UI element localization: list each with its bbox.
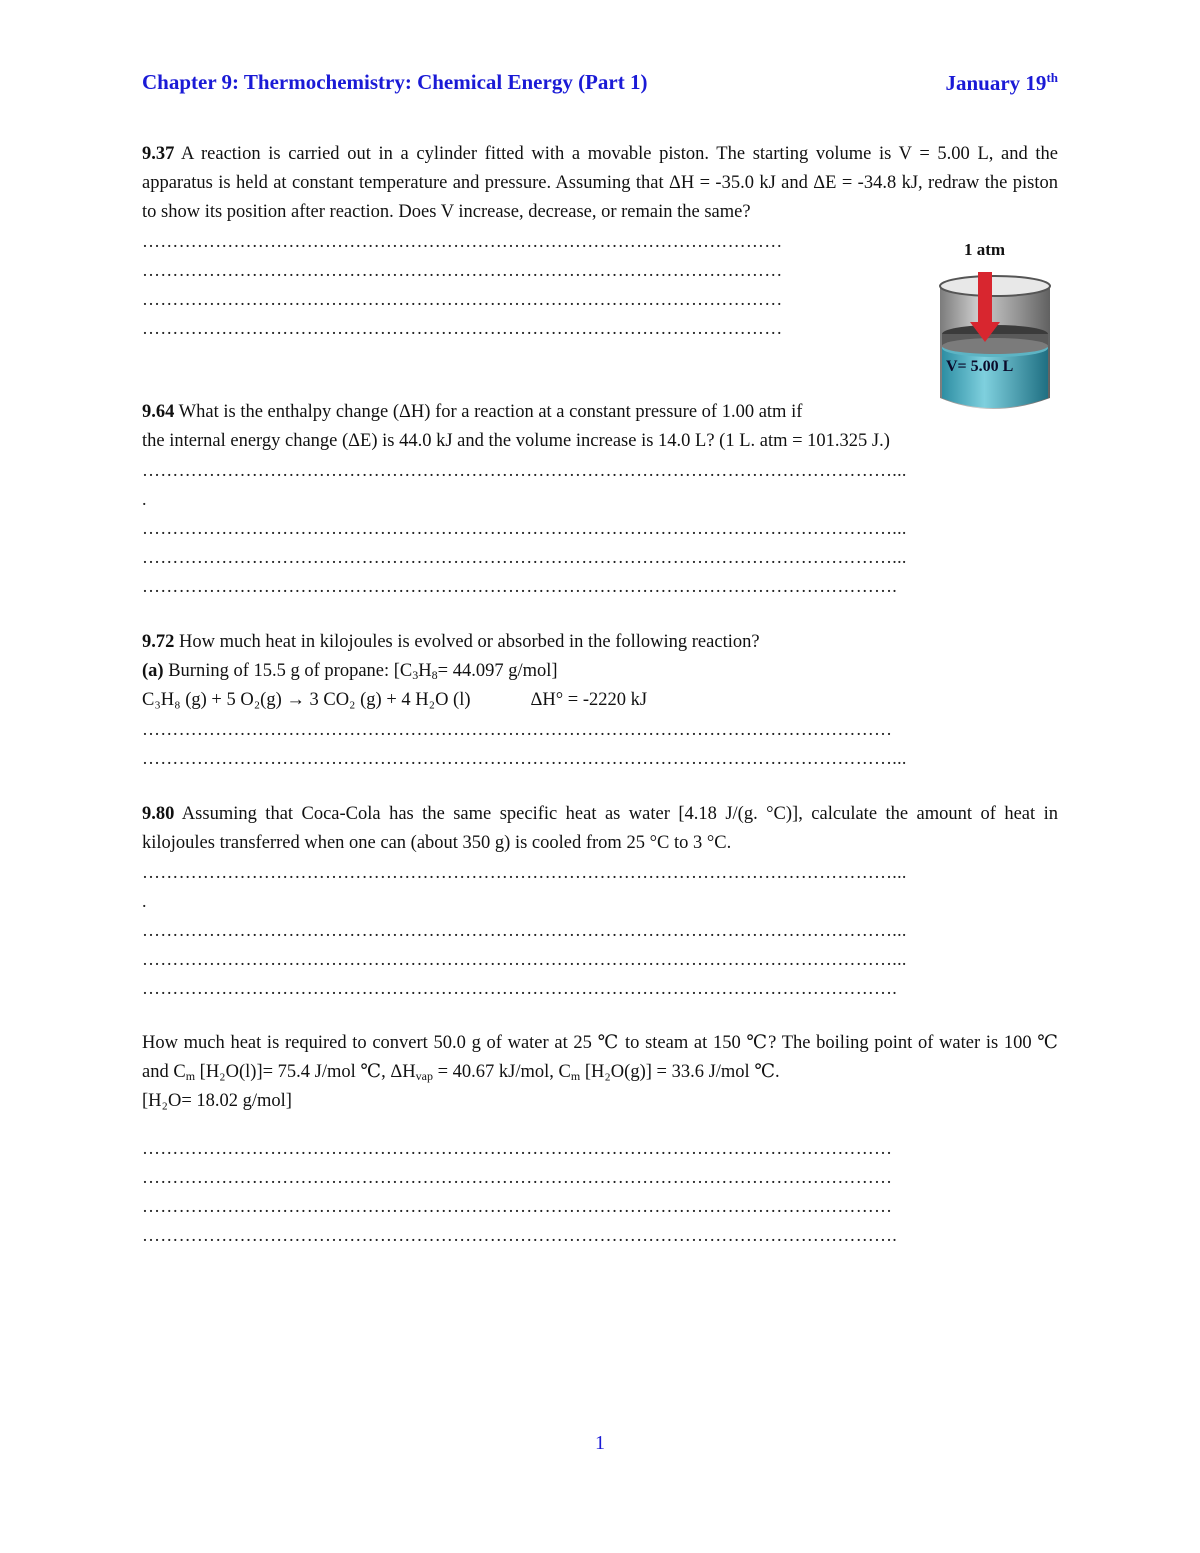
answer-line: …………………………………………………………………………………………………………… bbox=[142, 1138, 893, 1158]
pressure-label: 1 atm bbox=[964, 240, 1006, 259]
question-text bbox=[142, 398, 942, 427]
answer-line: ……………………………………………………………………………………………………………... bbox=[142, 460, 907, 480]
question-body: [H₂O(l)]= 75.4 J/mol ℃, ΔH bbox=[195, 1062, 416, 1082]
answer-line: …………………………………………………………………………………………………………… bbox=[142, 719, 893, 739]
chapter-title: Chapter 9: Thermochemistry: Chemical Energy (Part 1) bbox=[142, 70, 648, 94]
page-header bbox=[142, 70, 1058, 102]
part-label: (a) bbox=[142, 661, 164, 681]
molar-mass-note: [H₂O= 18.02 g/mol] bbox=[142, 1091, 292, 1111]
date-suffix: th bbox=[1046, 70, 1058, 85]
question-9-80 bbox=[142, 800, 1058, 1003]
answer-line: ……………………………………………………………………………………………………………... bbox=[142, 748, 907, 768]
answer-line: …………………………………………………………………………………………… bbox=[142, 260, 783, 280]
answer-line: …………………………………………………………………………………………… bbox=[142, 289, 783, 309]
answer-line: . bbox=[142, 489, 147, 509]
enthalpy-value: ΔH° = -2220 kJ bbox=[530, 690, 648, 710]
question-number: 9.64 bbox=[142, 402, 175, 422]
question-body: [H₂O(g)] = 33.6 J/mol ℃. bbox=[580, 1062, 780, 1082]
question-body: A reaction is carried out in a cylinder fitted with a movable piston. The starting volume is V = 5.00 L, and the apparatus is held at constant temperature and pressure. Assuming that ΔH = -35.0 kJ and ΔE = -34.8 kJ, redraw the piston to show its position after reaction. Does V increase, decrease, or remain the same? bbox=[142, 144, 1058, 222]
answer-line: ……………………………………………………………………………………………………………... bbox=[142, 862, 907, 882]
volume-label: V= 5.00 L bbox=[946, 358, 1014, 375]
equation-text: C₃H₈ (g) + 5 O₂(g) → 3 CO₂ (g) + 4 H₂O (l) bbox=[142, 690, 471, 710]
question-heat-steam bbox=[142, 1029, 1058, 1250]
subscript: 8 bbox=[431, 668, 438, 682]
question-9-64 bbox=[142, 398, 1058, 601]
answer-line: …………………………………………………………………………………………… bbox=[142, 318, 783, 338]
cylinder-illustration bbox=[930, 238, 1060, 418]
answer-line: . bbox=[142, 891, 147, 911]
question-body: How much heat in kilojoules is evolved or absorbed in the following reaction? bbox=[174, 632, 760, 652]
part-text: H bbox=[418, 661, 432, 681]
answer-line: ……………………………………………………………………………………………………………... bbox=[142, 949, 907, 969]
subscript: m bbox=[185, 1069, 196, 1083]
question-body: What is the enthalpy change (ΔH) for a reaction at a constant pressure of 1.00 atm if bbox=[174, 402, 803, 422]
part-text: = 44.097 g/mol] bbox=[437, 661, 558, 681]
header-date bbox=[946, 70, 1059, 96]
question-text bbox=[142, 140, 1058, 227]
answer-line: ……………………………………………………………………………………………………………. bbox=[142, 978, 898, 998]
question-9-72 bbox=[142, 628, 1058, 773]
page-number: 1 bbox=[595, 1432, 605, 1454]
part-text: Burning of 15.5 g of propane: [C bbox=[163, 661, 413, 681]
answer-line: ……………………………………………………………………………………………………………. bbox=[142, 1225, 898, 1245]
subscript: m bbox=[570, 1069, 581, 1083]
answer-line: …………………………………………………………………………………………………………… bbox=[142, 1196, 893, 1216]
question-9-37 bbox=[142, 140, 1058, 343]
subscript: vap bbox=[415, 1069, 433, 1083]
question-number: 9.37 bbox=[142, 144, 175, 164]
question-body: How much heat is required to convert 50.0 g of water at 25 ℃ to steam at 150 ℃? The boiling point of water is 100 ℃ and C bbox=[142, 1033, 1058, 1082]
question-number: 9.80 bbox=[142, 804, 175, 824]
answer-line: ……………………………………………………………………………………………………………. bbox=[142, 576, 898, 596]
answer-line: ……………………………………………………………………………………………………………... bbox=[142, 518, 907, 538]
reaction-equation bbox=[142, 686, 1058, 715]
part-a bbox=[142, 657, 1058, 686]
question-text-line2: the internal energy change (ΔE) is 44.0 kJ and the volume increase is 14.0 L? (1 L. atm = 101.325 J.) bbox=[142, 431, 890, 451]
piston-cylinder-figure bbox=[930, 238, 1060, 418]
question-text bbox=[142, 1029, 1058, 1087]
question-body: Assuming that Coca-Cola has the same specific heat as water [4.18 J/(g. °C)], calculate the amount of heat in kilojoules transferred when one can (about 350 g) is cooled from 25 °C to 3 °C. bbox=[142, 804, 1058, 853]
question-text bbox=[142, 628, 1058, 657]
answer-line: ……………………………………………………………………………………………………………... bbox=[142, 547, 907, 567]
question-text bbox=[142, 800, 1058, 858]
question-number: 9.72 bbox=[142, 632, 175, 652]
answer-line: ……………………………………………………………………………………………………………... bbox=[142, 920, 907, 940]
date-text: January 19 bbox=[945, 71, 1047, 95]
answer-line: …………………………………………………………………………………………………………… bbox=[142, 1167, 893, 1187]
subscript: 3 bbox=[412, 668, 419, 682]
answer-line: …………………………………………………………………………………………… bbox=[142, 231, 783, 251]
question-body: = 40.67 kJ/mol, C bbox=[432, 1062, 571, 1082]
